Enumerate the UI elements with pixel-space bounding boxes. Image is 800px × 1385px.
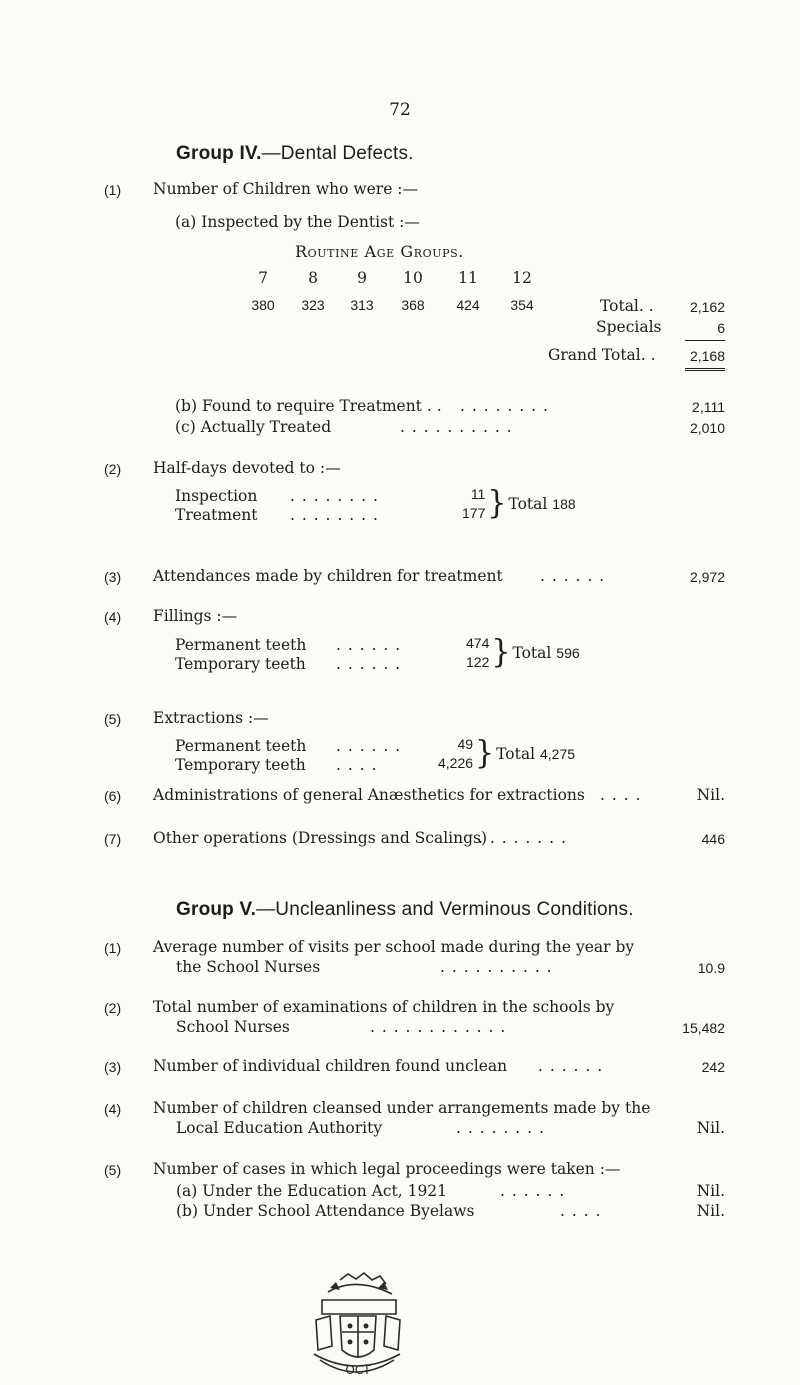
brace-total-label: Total [508,495,548,513]
item-number: (2) [104,461,122,477]
leader-dots: . . . . . . [540,567,606,585]
item-number: (6) [104,788,122,804]
section-label: Fillings :— [153,607,238,625]
fillings-labels [175,636,306,674]
row-value: 4,226 [438,755,474,771]
unclean-children-value: 242 [701,1059,725,1075]
nurse-visits-value: 10.9 [697,960,725,976]
brace-total-value: 4,275 [539,746,576,762]
count-cell: 354 [510,297,534,313]
count-cell: 323 [301,297,325,313]
section-label: Number of Children who were :— [153,180,419,198]
count-cell: 380 [251,297,275,313]
row-value: 49 [457,736,474,752]
extractions-labels [175,737,306,775]
leader-dots: . . . . [600,786,642,804]
item-number: (7) [104,831,122,847]
item-line: Average number of visits per school made during the year by [153,938,635,956]
leader-dots: . . . . . . [336,636,402,654]
leader-dots: . . . . . . . . . . [440,958,553,976]
attendances-value: 2,972 [689,569,725,585]
right-brace-icon: } [487,485,507,522]
row-label: Permanent teeth [175,636,307,654]
age-cell: 12 [512,269,532,287]
age-cell: 7 [258,269,268,287]
count-cell: 368 [401,297,425,313]
row-value: 122 [466,654,490,670]
leader-dots: . . . . . . [336,655,402,673]
sum-rule [685,340,725,341]
brace-total-label: Total [512,644,552,662]
group-v-heading [176,899,634,921]
group-iv-heading-bold: Group IV. [176,143,262,164]
brace-total-value: 188 [552,496,576,512]
item-number: (4) [104,1101,122,1117]
row-label: Temporary teeth [175,655,306,673]
grand-total-value: 2,168 [689,348,725,364]
library-seal-stamp-icon [300,1270,412,1385]
education-act-value: Nil. [696,1182,725,1200]
extractions-dots [336,737,401,775]
section-label: Attendances made by children for treatment [153,567,503,585]
group-v-heading-rest: —Uncleanliness and Verminous Conditions. [256,899,634,920]
item-number: (1) [104,940,122,956]
grand-total-label: Grand Total. . [548,346,656,364]
leader-dots: . . . . . . [336,737,402,755]
group-iv-heading [176,143,414,165]
seal-text: OCT [345,1363,371,1377]
leader-dots: . . . . . . [500,1182,566,1200]
total-value: 2,162 [689,299,725,315]
sub-b-label: (b) Found to require Treatment . . [175,397,442,415]
count-cell: 313 [350,297,374,313]
leader-dots: . . . . . . . . [290,487,379,505]
section-label: Administrations of general Anæsthetics for extractions [153,786,585,804]
sub-c-label: (c) Actually Treated [175,418,332,436]
fillings-brace-group [466,634,580,672]
examinations-value: 15,482 [682,1020,725,1036]
leader-dots: . . . . . . . . [456,1119,545,1137]
item-number: (4) [104,609,122,625]
specials-label: Specials [596,318,662,336]
item-line: Local Education Authority [176,1119,383,1137]
leader-dots: . . . . . . . . . . . . [370,1018,507,1036]
byelaws-value: Nil. [696,1202,725,1220]
row-value: 177 [462,505,486,521]
item-line: Number of children cleansed under arrangements made by the [153,1099,651,1117]
item-line: the School Nurses [176,958,321,976]
total-label: Total. . [600,297,654,315]
row-value: 11 [470,486,486,502]
section-label: Half-days devoted to :— [153,459,341,477]
item-number: (1) [104,182,122,198]
row-label: Inspection [175,487,258,505]
grand-total-double-rule [685,368,725,371]
other-operations-value: 446 [701,831,725,847]
age-cell: 9 [357,269,367,287]
right-brace-icon: } [475,735,495,772]
item-line: Number of cases in which legal proceedings were taken :— [153,1160,621,1178]
group-iv-heading-rest: —Dental Defects. [261,143,414,164]
leader-dots: . . . . [336,756,378,774]
brace-total-label: Total [496,745,536,763]
specials-value: 6 [717,320,725,336]
row-label: Temporary teeth [175,756,306,774]
count-cell: 424 [456,297,480,313]
item-number: (3) [104,1059,122,1075]
leader-dots: . . . . . . [538,1057,604,1075]
fillings-dots [336,636,401,674]
half-days-dots [290,487,379,525]
item-line: Number of individual children found unclean [153,1057,508,1075]
row-value: 474 [466,635,490,651]
item-number: (3) [104,569,122,585]
sub-b-label: (b) Under School Attendance Byelaws [176,1202,475,1220]
item-number: (2) [104,1000,122,1016]
item-number: (5) [104,1162,122,1178]
section-label: Other operations (Dressings and Scalings) [153,829,488,847]
page-number: 72 [389,100,411,120]
routine-age-groups-heading: Routine Age Groups. [295,242,464,261]
anaesthetics-value: Nil. [696,786,725,804]
item-number: (5) [104,711,122,727]
section-label: Extractions :— [153,709,269,727]
leader-dots: . . . . . . . . . . [400,418,513,436]
leader-dots: . . . . [560,1202,602,1220]
sub-b-value: 2,111 [692,399,725,415]
children-cleansed-value: Nil. [696,1119,725,1137]
age-cell: 10 [403,269,423,287]
sub-a-label: (a) Inspected by the Dentist :— [175,213,420,231]
sub-c-value: 2,010 [689,420,725,436]
age-cell: 8 [308,269,318,287]
right-brace-icon: } [491,634,511,671]
age-cell: 11 [458,269,478,287]
row-label: Treatment [175,506,258,524]
half-days-brace-group [462,485,576,523]
group-v-heading-bold: Group V. [176,899,257,920]
brace-total-value: 596 [556,645,580,661]
sub-a-label: (a) Under the Education Act, 1921 [176,1182,448,1200]
leader-dots: . . . . . . . . [478,829,567,847]
half-days-labels [175,487,257,525]
item-line: Total number of examinations of children in the schools by [153,998,615,1016]
extractions-brace-group [438,735,575,773]
row-label: Permanent teeth [175,737,307,755]
leader-dots: . . . . . . . . [290,506,379,524]
item-line: School Nurses [176,1018,290,1036]
leader-dots: . . . . . . . . [460,397,549,415]
